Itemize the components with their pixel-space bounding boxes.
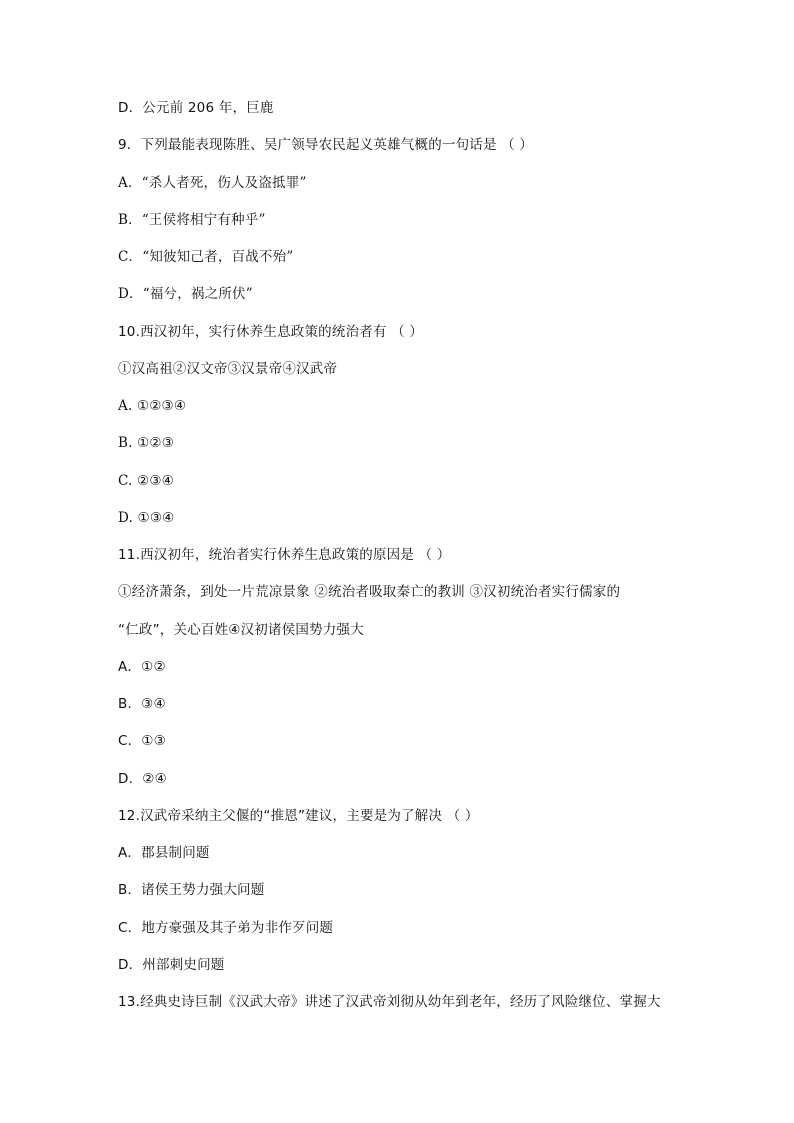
option-8-d: D．公元前 206 年，巨鹿 bbox=[118, 100, 274, 116]
option-12-d: D．州部刺史问题 bbox=[118, 957, 225, 973]
question-11-items-line-2: “仁政”，关心百姓④汉初诸侯国势力强大 bbox=[118, 622, 364, 638]
option-11-b: B．③④ bbox=[118, 696, 166, 712]
option-10-a: A. ①②③④ bbox=[118, 398, 187, 414]
option-11-a: A．①② bbox=[118, 659, 166, 675]
option-12-c: C．地方豪强及其子弟为非作歹问题 bbox=[118, 920, 334, 936]
question-12: 12.汉武帝采纳主父偃的“推恩”建议，主要是为了解决 （ ） bbox=[118, 808, 479, 824]
option-11-d: D．②④ bbox=[118, 771, 167, 787]
option-11-c: C．①③ bbox=[118, 733, 166, 749]
option-12-a: A．郡县制问题 bbox=[118, 845, 210, 861]
question-9: 9．下列最能表现陈胜、吴广领导农民起义英雄气概的一句话是 （ ） bbox=[118, 137, 534, 153]
option-9-b: B．“王侯将相宁有种乎” bbox=[118, 212, 266, 228]
question-10-items: ①汉高祖②汉文帝③汉景帝④汉武帝 bbox=[118, 361, 338, 377]
option-10-c: C. ②③④ bbox=[118, 473, 174, 489]
question-10: 10.西汉初年，实行休养生息政策的统治者有 （ ） bbox=[118, 324, 424, 340]
question-11: 11.西汉初年，统治者实行休养生息政策的原因是 （ ） bbox=[118, 547, 451, 563]
option-10-d: D. ①③④ bbox=[118, 510, 175, 526]
option-9-c: C．“知彼知己者，百战不殆” bbox=[118, 249, 294, 265]
option-9-a: A．“杀人者死，伤人及盗抵罪” bbox=[118, 175, 307, 191]
option-10-b: B. ①②③ bbox=[118, 435, 175, 451]
question-11-items-line-1: ①经济萧条，到处一片荒凉景象 ②统治者吸取秦亡的教训 ③汉初统治者实行儒家的 bbox=[118, 584, 621, 600]
question-13: 13.经典史诗巨制《汉武大帝》讲述了汉武帝刘彻从幼年到老年，经历了风险继位、掌握大 bbox=[118, 994, 661, 1010]
option-12-b: B．诸侯王势力强大问题 bbox=[118, 882, 265, 898]
option-9-d: D．“福兮，祸之所伏” bbox=[118, 286, 253, 302]
